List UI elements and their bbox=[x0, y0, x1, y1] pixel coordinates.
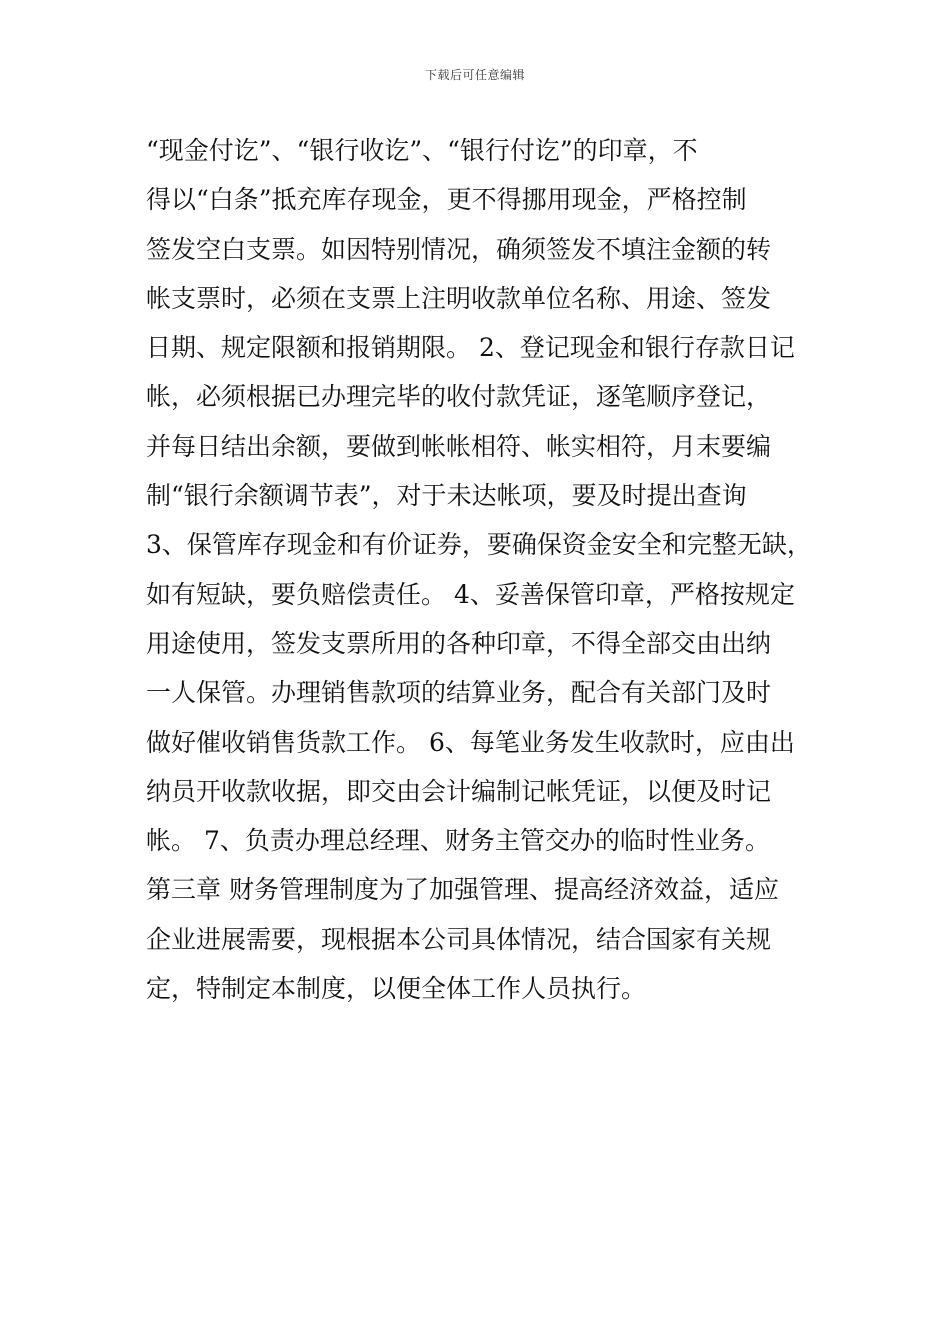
text-line: 定，特制定本制度，以便全体工作人员执行。 bbox=[146, 974, 647, 1004]
text-line: “现金付讫”、“银行收讫”、“银行付讫”的印章，不 bbox=[146, 136, 698, 165]
text-line: 做好催收销售货款工作。 6、每笔业务发生收款时，应由出 bbox=[146, 727, 795, 757]
text-line: 日期、规定限额和报销期限。 2、登记现金和银行存款日记 bbox=[146, 333, 795, 363]
text-line: 一人保管。办理销售款项的结算业务，配合有关部门及时 bbox=[146, 678, 772, 708]
page-header: 下载后可任意编辑 bbox=[424, 68, 525, 82]
text-line: 如有短缺，要负赔偿责任。 4、妥善保管印章，严格按规定 bbox=[146, 579, 795, 609]
text-line: 帐。 7、负责办理总经理、财务主管交办的临时性业务。 bbox=[146, 826, 770, 856]
text-line: 第三章 财务管理制度为了加强管理、提高经济效益，适应 bbox=[146, 875, 779, 905]
body-text bbox=[146, 126, 812, 1013]
text-line: 并每日结出余额，要做到帐帐相符、帐实相符，月末要编 bbox=[146, 431, 772, 461]
text-line: 签发空白支票。如因特别情况，确须签发不填注金额的转 bbox=[146, 234, 772, 264]
text-line: 制“银行余额调节表”，对于未达帐项，要及时提出查询 bbox=[146, 481, 747, 511]
text-line: 帐支票时，必须在支票上注明收款单位名称、用途、签发 bbox=[146, 283, 772, 313]
text-line: 帐，必须根据已办理完毕的收付款凭证，逐笔顺序登记， bbox=[146, 382, 772, 412]
text-line: 纳员开收款收据，即交由会计编制记帐凭证，以便及时记 bbox=[146, 776, 772, 806]
text-line: 3、保管库存现金和有价证券，要确保资金安全和完整无缺， bbox=[146, 530, 812, 560]
text-line: 得以“白条”抵充库存现金，更不得挪用现金，严格控制 bbox=[146, 185, 747, 215]
text-line: 企业进展需要，现根据本公司具体情况，结合国家有关规 bbox=[146, 924, 772, 954]
text-line: 用途使用，签发支票所用的各种印章，不得全部交由出纳 bbox=[146, 628, 772, 658]
